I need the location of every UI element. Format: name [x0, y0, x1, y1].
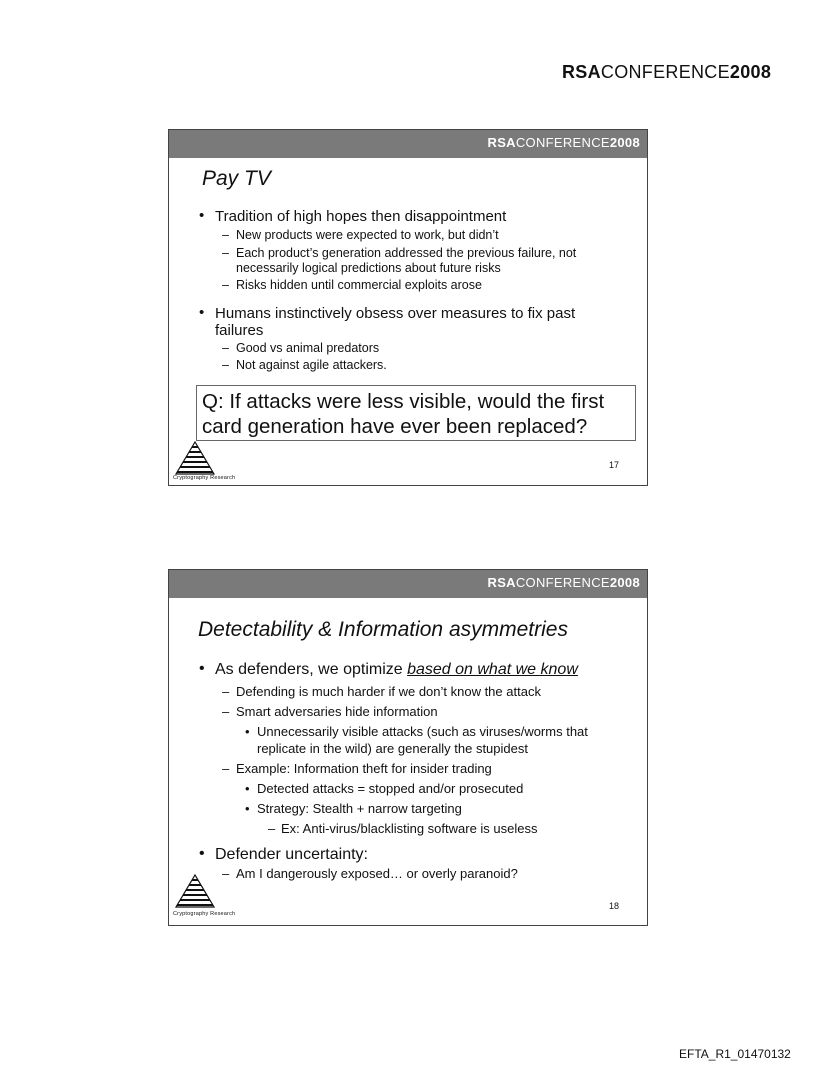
- sub-bullet-text: New products were expected to work, but didn’t: [236, 228, 499, 242]
- bullet-text-prefix: As defenders, we optimize: [215, 661, 408, 678]
- dash-marker: –: [222, 761, 230, 776]
- sub-bullet-text: necessarily logical predictions about future risks: [236, 261, 501, 275]
- slide-header-logo: [488, 575, 641, 590]
- page-header-logo: [562, 62, 771, 83]
- dash-marker: –: [222, 341, 229, 355]
- slide-header-bar: [169, 570, 647, 598]
- dash-marker: –: [222, 704, 230, 719]
- logo-year: 2008: [609, 575, 640, 590]
- slide-header-bar: [169, 130, 647, 158]
- dash-marker: –: [222, 278, 229, 292]
- bullet-dot: •: [245, 801, 250, 816]
- logo-rsa: RSA: [487, 135, 516, 150]
- sub-bullet-text: Good vs animal predators: [236, 341, 380, 355]
- sub-sub-sub-bullet-text: Ex: Anti-virus/blacklisting software is useless: [281, 821, 538, 836]
- dash-marker: –: [222, 358, 229, 372]
- slide-header-logo: [488, 135, 641, 150]
- sub-sub-bullet-text: Unnecessarily visible attacks (such as viruses/worms that: [257, 724, 588, 739]
- bullet-text: failures: [215, 322, 264, 339]
- dash-marker: –: [268, 821, 276, 836]
- sub-bullet-text: Defending is much harder if we don’t know the attack: [236, 684, 541, 699]
- dash-marker: –: [222, 228, 229, 242]
- question-line: Q: If attacks were less visible, would the first: [202, 390, 605, 413]
- bullet-dot: •: [245, 724, 250, 739]
- slide-17: [168, 129, 648, 486]
- question-line: card generation have ever been replaced?: [202, 415, 588, 438]
- bullet-dot: •: [199, 207, 205, 224]
- question-callout: [196, 385, 636, 441]
- logo-label: Cryptography Research: [173, 911, 236, 917]
- dash-marker: –: [222, 684, 230, 699]
- dash-marker: –: [222, 246, 229, 260]
- bullet-dot: •: [199, 845, 205, 862]
- logo-conference: CONFERENCE: [515, 135, 610, 150]
- logo-conference: CONFERENCE: [515, 575, 610, 590]
- logo-rsa: RSA: [562, 62, 601, 82]
- slide-18: [168, 569, 648, 926]
- emphasized-text: based on what we know: [407, 661, 578, 678]
- cryptography-research-logo-icon: [173, 874, 217, 910]
- sub-bullet-text: Not against agile attackers.: [236, 358, 387, 372]
- cryptography-research-logo-icon: [173, 441, 217, 477]
- logo-label: Cryptography Research: [173, 475, 236, 481]
- document-id: EFTA_R1_01470132: [679, 1047, 791, 1061]
- sub-bullet-text: Am I dangerously exposed… or overly paranoid?: [236, 866, 518, 881]
- slide-page-number: 18: [608, 901, 619, 911]
- bullet-text: Humans instinctively obsess over measures to fix past: [215, 305, 576, 322]
- sub-sub-bullet-text: Detected attacks = stopped and/or prosecuted: [257, 781, 524, 796]
- logo-conference: CONFERENCE: [600, 62, 730, 82]
- sub-bullet-text: Risks hidden until commercial exploits arose: [236, 278, 482, 292]
- logo-year: 2008: [729, 62, 772, 82]
- bullet-text: Defender uncertainty:: [215, 846, 368, 863]
- logo-year: 2008: [609, 135, 640, 150]
- sub-bullet-text: Each product’s generation addressed the previous failure, not: [236, 246, 577, 260]
- sub-bullet-text: Example: Information theft for insider trading: [236, 761, 492, 776]
- bullet-text: [215, 661, 578, 679]
- dash-marker: –: [222, 866, 230, 881]
- sub-sub-bullet-text: replicate in the wild) are generally the stupidest: [257, 741, 528, 756]
- logo-rsa: RSA: [487, 575, 516, 590]
- slide-page-number: 17: [608, 460, 619, 470]
- slide-title: Pay TV: [202, 167, 271, 190]
- bullet-dot: •: [199, 660, 205, 677]
- slide-title: Detectability & Information asymmetries: [198, 618, 568, 641]
- sub-bullet-text: Smart adversaries hide information: [236, 704, 438, 719]
- sub-sub-bullet-text: Strategy: Stealth + narrow targeting: [257, 801, 462, 816]
- bullet-text: Tradition of high hopes then disappointment: [215, 208, 507, 225]
- bullet-dot: •: [245, 781, 250, 796]
- bullet-dot: •: [199, 304, 205, 321]
